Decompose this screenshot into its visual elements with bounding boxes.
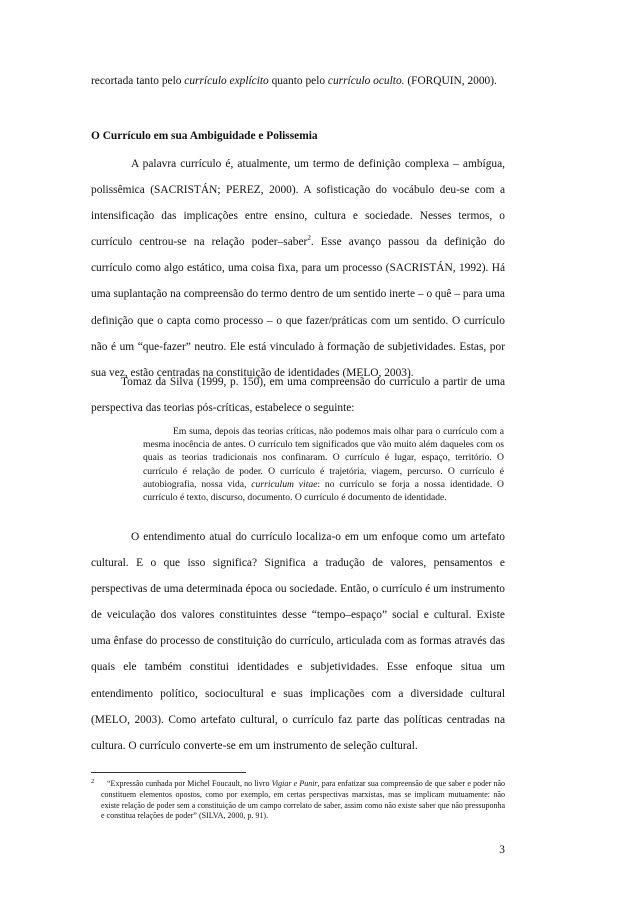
footnote-mark: 2 (91, 778, 95, 785)
text: quanto pelo (268, 75, 328, 87)
footnote (91, 779, 505, 822)
paragraph-intro (91, 68, 505, 94)
text: , para enfatizar sua compreensão de que saber e poder não constituem elementos opostos, como por exemplo, em certas perspectivas marxistas, mas se implicam mutuamente: não existe relação de poder sem a constituição de um campo correlato de saber, assim como não existe saber que não pressuponha e constitua relações de poder” (SILVA, 2000, p. 91). (101, 779, 506, 821)
paragraph-cultural-artifact: O entendimento atual do currículo localiza-o em um enfoque como um artefato cultural. E o que isso significa? Significa a tradução de valores, pensamentos e perspectivas de uma determinada época ou sociedade. Então, o currículo é um instrumento de veiculação dos valores constituintes desse “tempo–espaço” social e cultural. Existe uma ênfase do processo de constituição do currículo, articulada com as formas através das quais ele também constitui identidades e subjetividades. Esse enfoque situa um entendimento político, sociocultural e suas implicações com a diversidade cultural (MELO, 2003). Como artefato cultural, o currículo faz parte das políticas centradas na cultura. O currículo converte-se em um instrumento de seleção cultural. (91, 531, 505, 752)
text: A palavra currículo é, atualmente, um termo de definição complexa – ambígua, polissêmica (SACRISTÁN; PEREZ, 2000). A sofisticação do vocábulo deu-se com a intensificação das implicações entre ensino, cultura e sociedade. Nesses termos, o currículo centrou-se na relação poder–saber (91, 158, 505, 249)
text: Em suma, depois das teorias críticas, não podemos mais olhar para o currículo com a mesma inocência de antes. O currículo tem significados que vão muito além daqueles com os quais as teorias tradicionais nos confinaram. O currículo é lugar, espaço, território. O currículo é relação de poder. O currículo é trajetória, viagem, percurso. O currículo é autobiografia, nossa vida, (143, 426, 504, 490)
section-heading: O Currículo em sua Ambiguidade e Polissemia (91, 130, 318, 142)
page-number: 3 (499, 844, 505, 856)
footnote-reference[interactable]: 2 (307, 234, 311, 243)
block-quote (143, 425, 504, 504)
italic-term: currículo explícito (184, 75, 269, 87)
paragraph-silva-intro (91, 369, 505, 421)
text: : no currículo se forja a nossa identidade. O currículo é texto, discurso, documento. O currículo é documento de identidade. (143, 478, 504, 504)
text: Tomaz da Silva (1999, p. 150), em uma compreensão do currículo a partir de uma perspectiva das teorias pós-críticas, estabelece o seguinte: (91, 376, 505, 415)
italic-term: curriculum vitae (251, 478, 318, 490)
text: (FORQUIN, 2000). (404, 75, 497, 87)
text: . Esse avanço passou da definição do currículo como algo estático, uma coisa fixa, para um processo (SACRISTÁN, 1992). Há uma suplantação na compreensão do termo dentro de um sentido inerte – o quê – para uma definição que o capta como processo – o que fazer/práticas com um sentido. O currículo não é um “que-fazer” neutro. Ele está vinculado à formação de subjetividades. Estas, por sua vez, estão centradas na constituição de identidades (MELO, 2003). (91, 236, 506, 379)
paragraph-definition (91, 151, 505, 386)
footnote-divider (91, 772, 246, 773)
italic-term: currículo oculto. (327, 75, 405, 87)
text: “Expressão cunhada por Michel Foucault, no livro (107, 779, 272, 788)
text: recortada tanto pelo (91, 75, 185, 87)
italic-term: Vigiar e Punir (271, 779, 318, 788)
